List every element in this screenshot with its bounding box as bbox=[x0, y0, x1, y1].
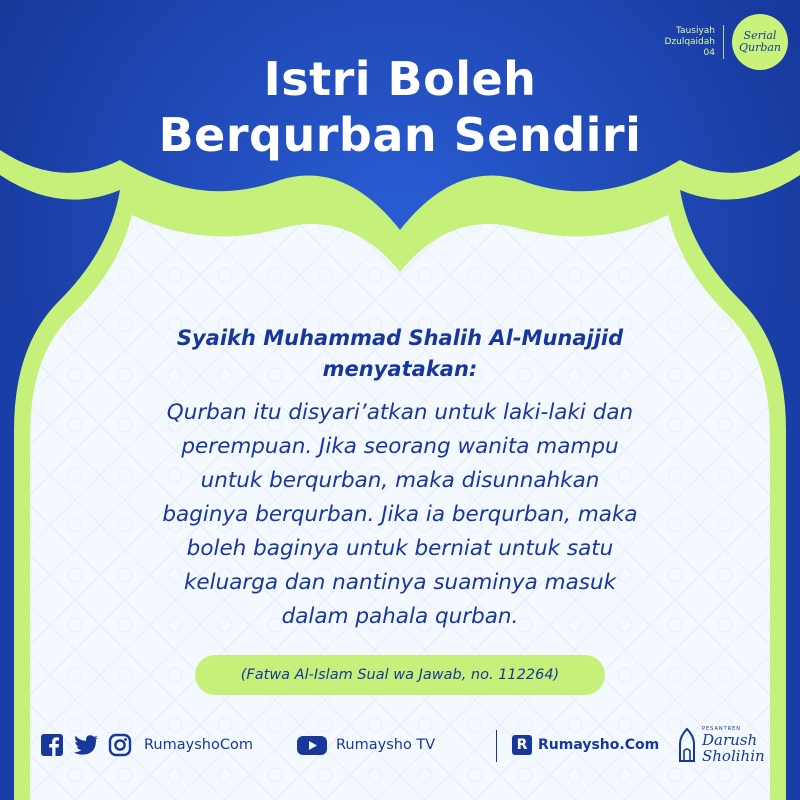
quote-body bbox=[70, 396, 730, 634]
badge-line1: Serial bbox=[743, 29, 777, 42]
twitter-icon[interactable] bbox=[72, 733, 100, 757]
quote-line: Qurban itu disyari’atkan untuk laki-laki dan bbox=[166, 400, 634, 425]
website-link[interactable] bbox=[512, 735, 659, 755]
pesantren-label: PESANTREN bbox=[702, 726, 742, 732]
youtube-handle[interactable]: Rumaysho TV bbox=[336, 737, 436, 753]
pesantren-name-line2: Sholihin bbox=[702, 747, 765, 765]
quote-line: untuk berqurban, maka disunnahkan bbox=[200, 468, 600, 493]
rumaysho-logo-icon: R bbox=[512, 735, 532, 755]
quote-line: boleh baginya untuk berniat untuk satu bbox=[186, 536, 614, 561]
youtube-icon[interactable] bbox=[296, 733, 328, 757]
source-citation: (Fatwa Al-Islam Sual wa Jawab, no. 112264) bbox=[195, 655, 605, 695]
youtube-link[interactable] bbox=[296, 733, 435, 757]
pesantren-name-line1: Darush bbox=[702, 731, 758, 749]
dome-icon bbox=[676, 727, 698, 763]
darush-sholihin-logo bbox=[676, 726, 765, 764]
series-label-line3: 04 bbox=[703, 47, 715, 58]
series-label-line1: Tausiyah bbox=[676, 25, 715, 36]
social-links bbox=[40, 733, 253, 757]
speaker-verb: menyatakan: bbox=[322, 357, 478, 381]
badge-line2: Qurban bbox=[738, 41, 782, 54]
quote-line: keluarga dan nantinya suaminya masuk bbox=[183, 570, 617, 595]
social-handle[interactable]: RumayshoCom bbox=[144, 737, 253, 753]
series-label-line2: Dzulqaidah bbox=[664, 36, 715, 47]
quote-line: baginya berqurban. Jika ia berqurban, maka bbox=[162, 502, 638, 527]
quote-line: perempuan. Jika seorang wanita mampu bbox=[181, 434, 619, 459]
website-label[interactable]: Rumaysho.Com bbox=[538, 737, 660, 753]
page-title-line2: Berqurban Sendiri bbox=[158, 108, 642, 162]
footer-divider bbox=[496, 730, 497, 762]
footer bbox=[0, 718, 800, 774]
quote-line: dalam pahala qurban. bbox=[281, 604, 519, 629]
page-title-line1: Istri Boleh bbox=[263, 52, 537, 106]
instagram-icon[interactable] bbox=[108, 733, 132, 757]
speaker-name: Syaikh Muhammad Shalih Al-Munajjid bbox=[176, 326, 624, 350]
facebook-icon[interactable] bbox=[40, 733, 64, 757]
